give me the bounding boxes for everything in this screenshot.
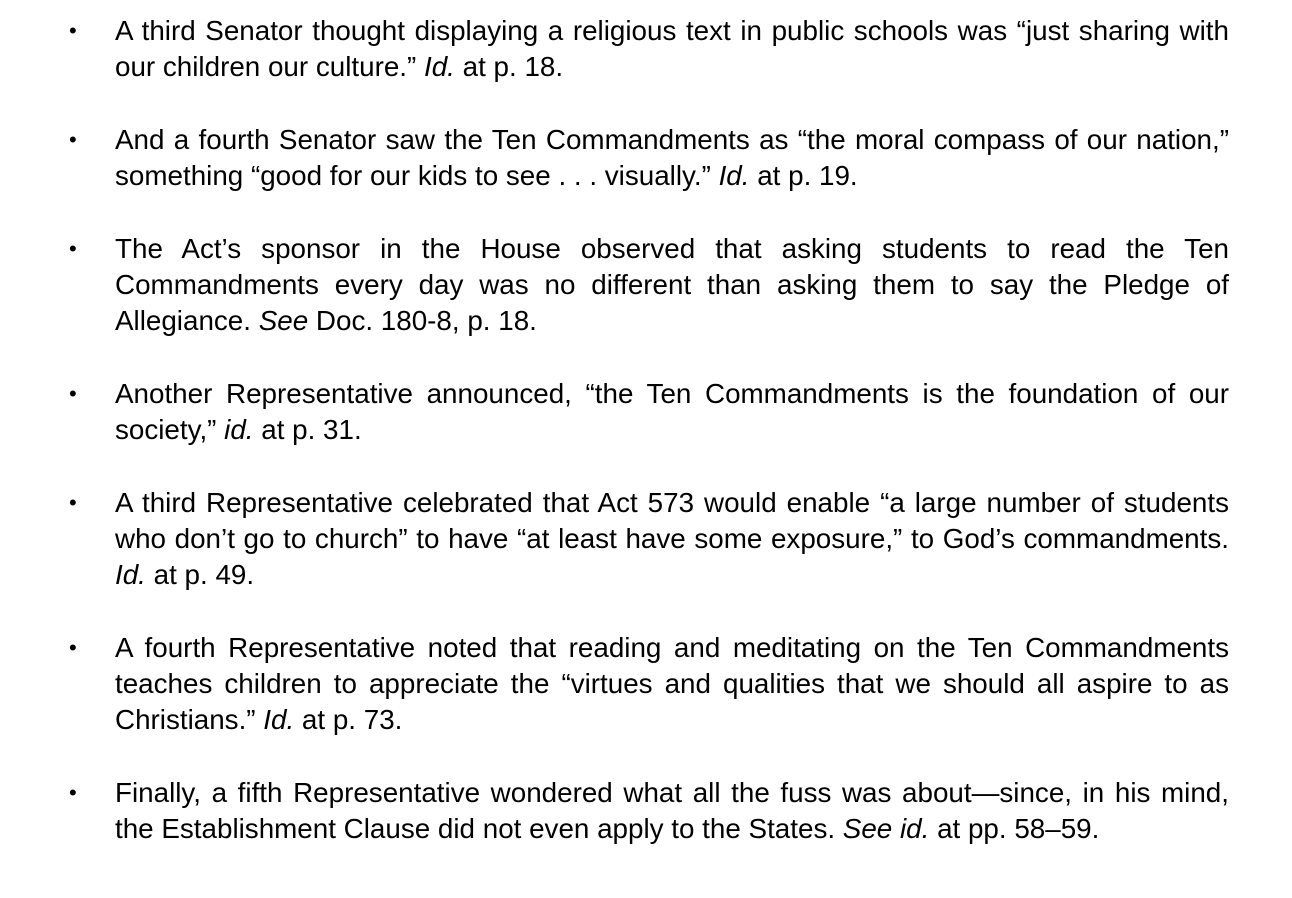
text-run: Another Representative announced, “the Ten Commandments is the foundation of our society,” — [115, 378, 1229, 445]
list-item — [0, 122, 1292, 194]
citation-signal: Id. — [115, 559, 146, 590]
list-item-text — [115, 630, 1229, 738]
text-run: A third Senator thought displaying a religious text in public schools was “just sharing with our children our culture.” — [115, 15, 1229, 82]
bullet-icon: • — [69, 18, 77, 43]
text-run: at p. 19. — [749, 160, 858, 191]
citation-signal: Id. — [718, 160, 750, 191]
text-run: The Act’s sponsor in the House observed that asking students to read the Ten Commandments every day was no different than asking them to say the Pledge of Allegiance. — [115, 233, 1229, 336]
bullet-icon: • — [69, 490, 77, 515]
bullet-list — [0, 13, 1292, 847]
text-run: at p. 18. — [454, 51, 564, 82]
text-run: Finally, a fifth Representative wondered what all the fuss was about—since, in his mind, the Establishment Clause did not even apply to the States. — [115, 777, 1229, 844]
bullet-icon: • — [69, 236, 77, 261]
text-run: And a fourth Senator saw the Ten Commandments as “the moral compass of our nation,” something “good for our kids to see . . . visually.” — [115, 124, 1229, 191]
bullet-icon: • — [69, 635, 77, 660]
text-run: Doc. 180-8, p. 18. — [308, 305, 537, 336]
list-item-text — [115, 122, 1229, 194]
list-item — [0, 231, 1292, 339]
list-item-text — [115, 231, 1229, 339]
text-run: A third Representative celebrated that Act 573 would enable “a large number of students who don’t go to church” to have “at least have some exposure,” to God’s commandments. — [115, 487, 1229, 554]
citation-signal: Id. — [263, 704, 295, 735]
citation-signal: Id. — [424, 51, 455, 82]
list-item — [0, 630, 1292, 738]
text-run: at p. 73. — [294, 704, 403, 735]
bullet-icon: • — [69, 127, 77, 152]
list-item — [0, 13, 1292, 85]
citation-signal: See id. — [842, 813, 930, 844]
list-item — [0, 485, 1292, 593]
text-run: at p. 49. — [145, 559, 255, 590]
list-item — [0, 376, 1292, 448]
citation-signal: id. — [224, 414, 254, 445]
citation-signal: See — [258, 305, 309, 336]
list-item-text — [115, 376, 1229, 448]
bullet-icon: • — [69, 780, 77, 805]
text-run: at pp. 58–59. — [929, 813, 1100, 844]
list-item-text — [115, 13, 1229, 85]
list-item-text — [115, 485, 1229, 593]
list-item-text — [115, 775, 1229, 847]
text-run: at p. 31. — [253, 414, 362, 445]
bullet-icon: • — [69, 381, 77, 406]
list-item — [0, 775, 1292, 847]
text-run: A fourth Representative noted that reading and meditating on the Ten Commandments teaches children to appreciate the “virtues and qualities that we should all aspire to as Christians.” — [115, 632, 1229, 735]
